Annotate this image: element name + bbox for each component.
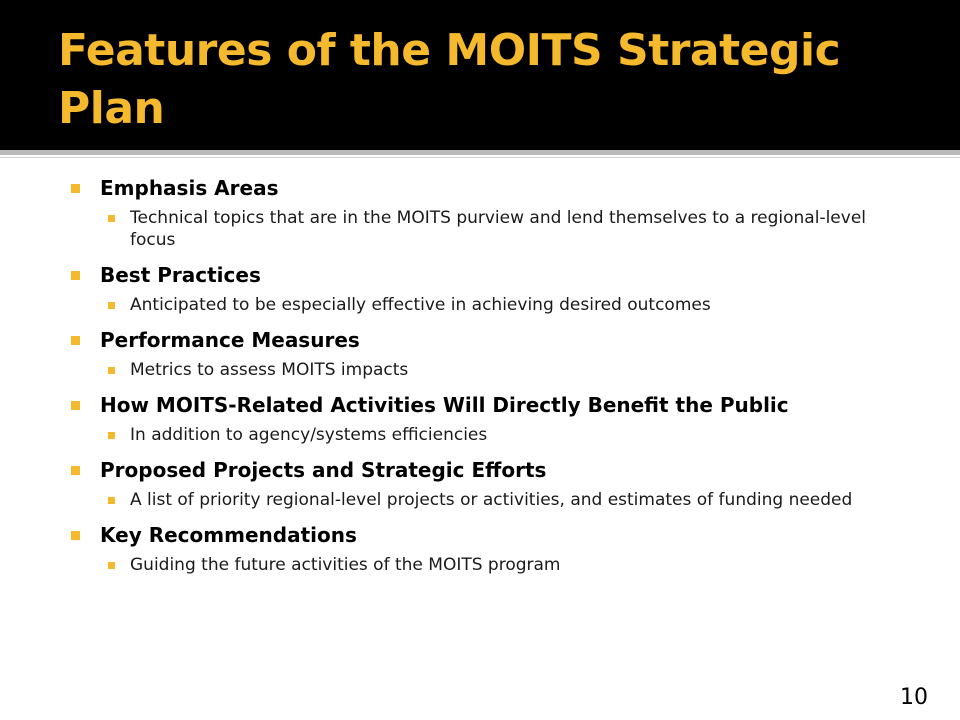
square-bullet-icon	[71, 466, 80, 475]
square-bullet-icon	[71, 184, 80, 193]
sub-bullet	[70, 421, 890, 446]
list-item	[70, 454, 890, 511]
square-bullet-icon	[108, 432, 115, 439]
sub-bullet	[70, 291, 890, 316]
list-item	[70, 259, 890, 316]
page-number: 10	[900, 685, 928, 710]
sub-bullet-text: Metrics to assess MOITS impacts	[130, 360, 409, 380]
bullet-list	[70, 172, 890, 584]
bullet-heading	[70, 389, 890, 421]
bullet-heading-text: Best Practices	[100, 263, 261, 287]
list-item	[70, 172, 890, 251]
sub-bullet	[70, 204, 890, 251]
square-bullet-icon	[71, 271, 80, 280]
sub-bullet-text: Technical topics that are in the MOITS purview and lend themselves to a regional-level focus	[130, 208, 866, 250]
bullet-heading-text: How MOITS-Related Activities Will Directly Benefit the Public	[100, 393, 789, 417]
square-bullet-icon	[71, 531, 80, 540]
title-bar	[0, 0, 960, 150]
sub-bullet	[70, 356, 890, 381]
sub-bullet	[70, 486, 890, 511]
square-bullet-icon	[108, 367, 115, 374]
list-item	[70, 389, 890, 446]
slide-title: Features of the MOITS Strategic Plan	[58, 25, 841, 134]
title-divider-thin	[0, 157, 960, 158]
square-bullet-icon	[71, 401, 80, 410]
bullet-heading	[70, 172, 890, 204]
bullet-heading	[70, 324, 890, 356]
bullet-heading-text: Emphasis Areas	[100, 176, 279, 200]
bullet-heading	[70, 454, 890, 486]
title-divider	[0, 150, 960, 155]
bullet-heading-text: Key Recommendations	[100, 523, 357, 547]
bullet-heading	[70, 519, 890, 551]
square-bullet-icon	[108, 562, 115, 569]
list-item	[70, 324, 890, 381]
bullet-heading-text: Proposed Projects and Strategic Efforts	[100, 458, 547, 482]
square-bullet-icon	[108, 302, 115, 309]
sub-bullet	[70, 551, 890, 576]
sub-bullet-text: In addition to agency/systems efficiencies	[130, 425, 488, 445]
sub-bullet-text: Anticipated to be especially effective in achieving desired outcomes	[130, 295, 711, 315]
bullet-heading-text: Performance Measures	[100, 328, 360, 352]
square-bullet-icon	[108, 215, 115, 222]
bullet-heading	[70, 259, 890, 291]
square-bullet-icon	[71, 336, 80, 345]
sub-bullet-text: Guiding the future activities of the MOITS program	[130, 555, 561, 575]
list-item	[70, 519, 890, 576]
sub-bullet-text: A list of priority regional-level projects or activities, and estimates of funding needed	[130, 490, 853, 510]
square-bullet-icon	[108, 497, 115, 504]
